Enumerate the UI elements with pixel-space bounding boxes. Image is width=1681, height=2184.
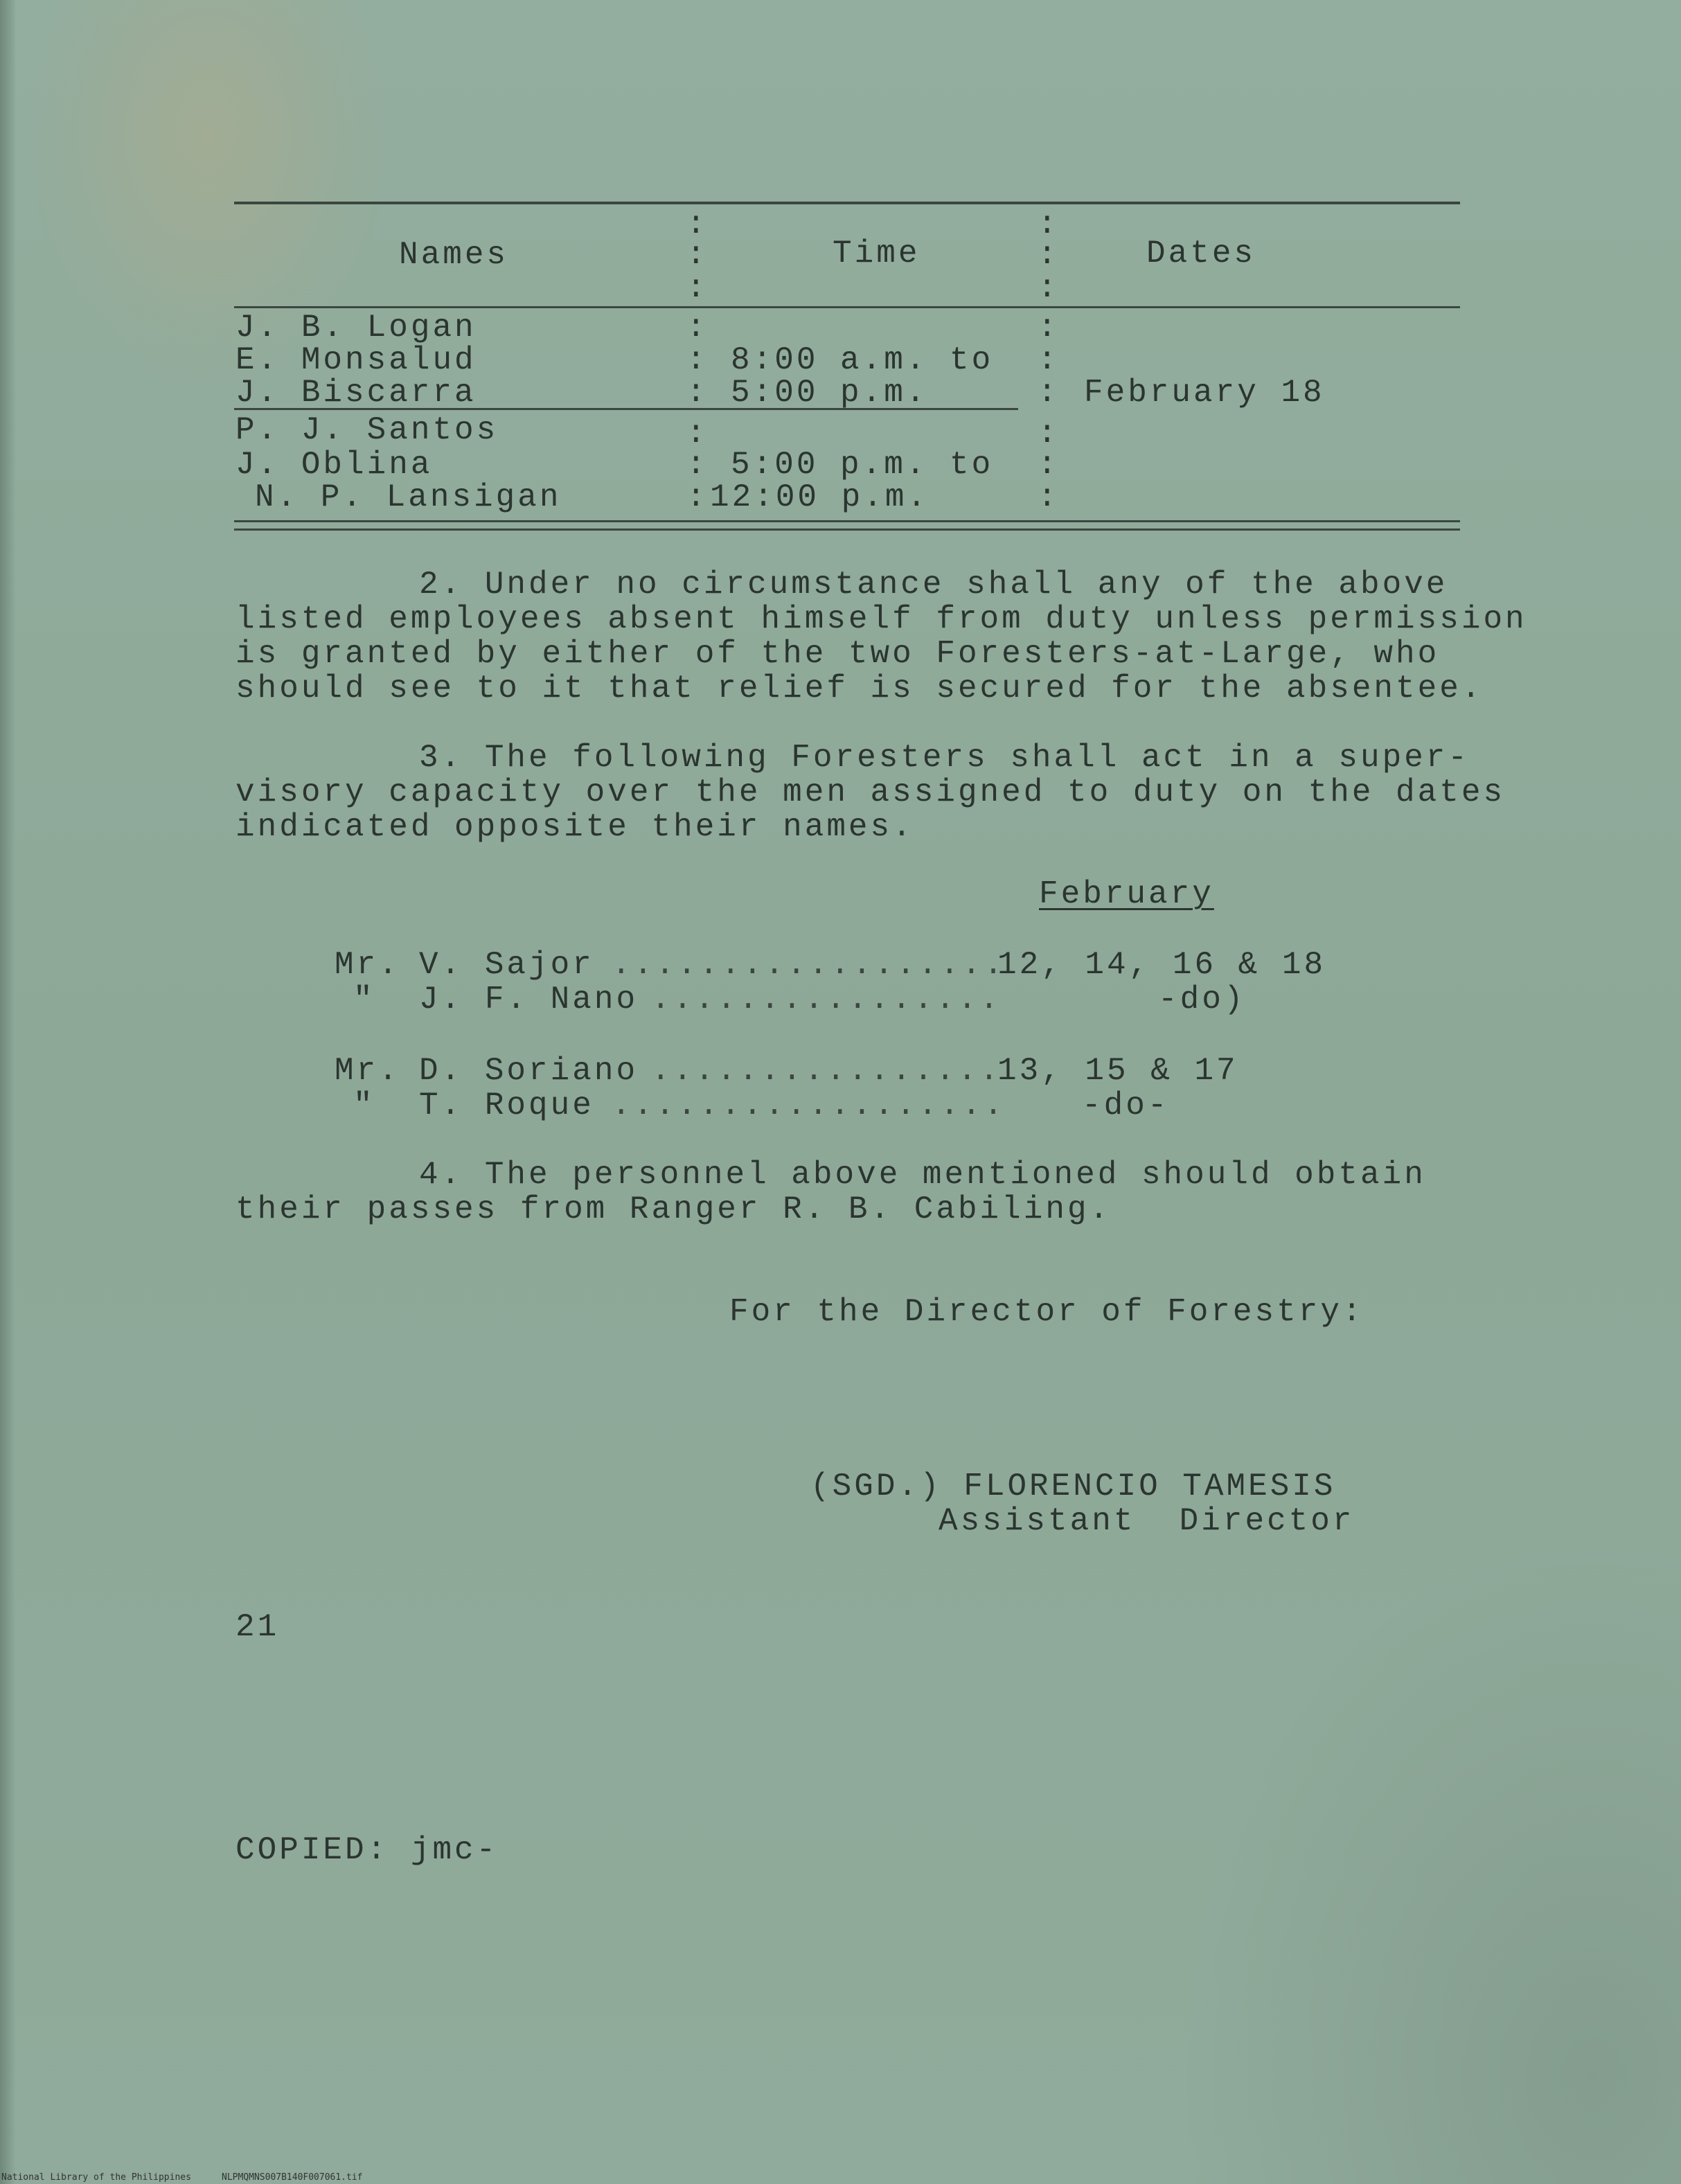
name-row: J. Oblina	[235, 447, 433, 483]
supervisor-dates: -do)	[1158, 982, 1246, 1018]
header-time: Time	[833, 236, 920, 272]
name-row: E. Monsalud	[235, 342, 477, 378]
page-edge-shadow	[0, 0, 15, 2184]
supervisor-prefix: Mr.	[335, 1053, 400, 1089]
supervisor-dates: 13, 15 & 17	[997, 1053, 1238, 1089]
leader-dots: ................	[651, 1053, 1002, 1089]
footer-file-label: NLPMQMNS007B140F007061.tif	[222, 2172, 363, 2183]
supervisor-prefix: "	[353, 1087, 375, 1124]
signatory-title: Assistant Director	[939, 1503, 1355, 1539]
footer-library-label: National Library of the Philippines	[1, 2172, 191, 2183]
time-start-2: 5:00 p.m. to	[731, 447, 994, 483]
copied-note: COPIED: jmc-	[235, 1832, 499, 1868]
paragraph-line: should see to it that relief is secured for the absentee.	[235, 671, 1484, 707]
paragraph-line: listed employees absent himself from duty unless permission	[235, 601, 1527, 637]
document-page: : : : : : : : : : : : : : : : : : : Names Time Dates J. B. Logan E. Monsalud J. Biscarra 8:00 a.m. to 5:00 p.m. February 18 P. J. Santos J. Oblina N. P. Lansigan 5:00 p.m. to 12:00 p.m. 2. Under no circumstance shall any of the above listed employees absent himself from duty unless permission is granted by either of the two Foresters-at-Large, who should see to it that relief is secured for the absentee. 3. The following Foresters shall act in a super- visory capacity over the men assigned to duty on the dates indicated opposite their names. February Mr. V. Sajor .................. 12, 14, 16 & 18 " J. F. Nano ................ -do) Mr. D. Soriano ................ 13, 15 & 17 " T. Roque .................. -do- 4. The personnel above mentioned should obtain their passes from Ranger R. B. Cabiling. For the Director of Forestry: (SGD.) FLORENCIO TAMESIS Assistant Director 21 COPIED: jmc- National Library of the Philippines NLPMQMNS007B140F007061.tif	[0, 0, 1681, 2184]
time-end-1: 5:00 p.m.	[731, 375, 928, 411]
table-bottom-rule-2	[234, 529, 1460, 531]
signatory-name: (SGD.) FLORENCIO TAMESIS	[810, 1468, 1336, 1504]
paragraph-line: their passes from Ranger R. B. Cabiling.	[235, 1191, 1112, 1227]
leader-dots: ..................	[612, 947, 1006, 983]
supervisor-prefix: Mr.	[335, 947, 400, 983]
supervisor-name: V. Sajor	[419, 947, 594, 983]
table-top-rule	[234, 202, 1460, 204]
header-dates: Dates	[1146, 236, 1256, 272]
paragraph-line: indicated opposite their names.	[235, 809, 914, 845]
supervisor-dates: -do-	[1082, 1087, 1170, 1124]
paragraph-line: 3. The following Foresters shall act in a super-	[419, 740, 1470, 776]
paragraph-line: 2. Under no circumstance shall any of the above	[419, 567, 1448, 603]
table-header-rule	[234, 306, 1460, 308]
paragraph-line: 4. The personnel above mentioned should obtain	[419, 1157, 1426, 1193]
name-row: J. Biscarra	[235, 375, 477, 411]
supervisor-name: J. F. Nano	[419, 982, 639, 1018]
table-bottom-rule-1	[234, 520, 1460, 522]
leader-dots: ................	[651, 982, 1002, 1018]
supervisor-name: T. Roque	[419, 1087, 594, 1124]
supervisor-dates: 12, 14, 16 & 18	[997, 947, 1326, 983]
paragraph-line: visory capacity over the men assigned to duty on the dates	[235, 774, 1506, 810]
name-row: P. J. Santos	[235, 412, 499, 448]
supervisor-name: D. Soriano	[419, 1053, 639, 1089]
date-february-18: February 18	[1084, 375, 1325, 411]
closing-line: For the Director of Forestry:	[729, 1294, 1364, 1330]
time-start-1: 8:00 a.m. to	[731, 342, 994, 378]
paragraph-line: is granted by either of the two Foresters-at-Large, who	[235, 636, 1440, 672]
header-names: Names	[399, 237, 509, 273]
month-header: February	[1039, 876, 1214, 912]
time-end-2: 12:00 p.m.	[710, 479, 930, 515]
supervisor-prefix: "	[353, 982, 375, 1018]
name-row: N. P. Lansigan	[255, 479, 562, 515]
leader-dots: ..................	[612, 1087, 1006, 1124]
name-row: J. B. Logan	[235, 310, 477, 346]
page-number: 21	[235, 1609, 280, 1645]
